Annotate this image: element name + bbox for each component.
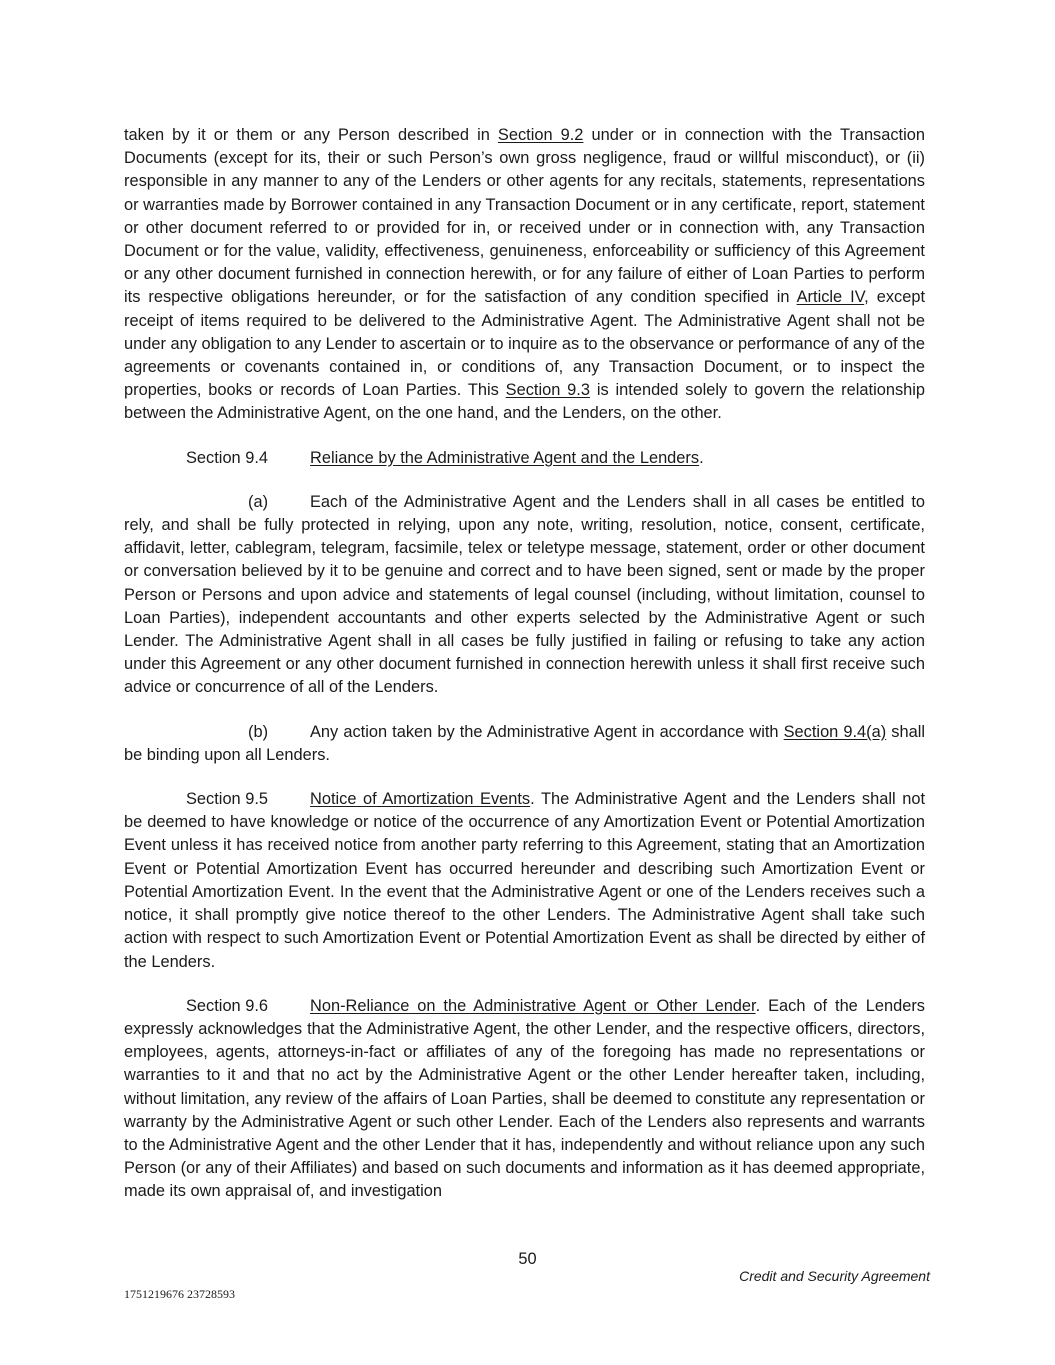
footer-agreement-name: Credit and Security Agreement	[739, 1268, 930, 1284]
section-title: Non-Reliance on the Administrative Agent or Other Lender	[310, 996, 756, 1015]
paragraph-section-9-3-continued	[124, 124, 925, 426]
section-9-4-heading	[124, 447, 925, 470]
section-title: Reliance by the Administrative Agent and the Lenders	[310, 448, 700, 467]
paragraph-text: Each of the Administrative Agent and the Lenders shall in all cases be entitled to rely, and shall be fully protected in relying, upon any note, writing, resolution, notice, consent, certificate, affidavit, letter, cablegram, telegram, facsimile, telex or teletype message, statement, order or other document or conversation believed by it to be genuine and correct and to have been signed, sent or made by the proper Person or Persons and upon advice and statements of legal counsel (including, without limitation, counsel to Loan Parties), independent accountants and other experts selected by the Administrative Agent or such Lender. The Administrative Agent shall in all cases be fully justified in failing or refusing to take any action under this Agreement or any other document furnished in connection herewith unless it shall first receive such advice or concurrence of all of the Lenders.	[124, 492, 925, 697]
paragraph-text: . Each of the Lenders expressly acknowledges that the Administrative Agent, the other Lender, and the respective officers, directors, employees, agents, attorneys-in-fact or affiliates of any of the foregoing has made no representations or warranties to it and that no act by the Administrative Agent or the other Lender hereafter taken, including, without limitation, any review of the affairs of Loan Parties, shall be deemed to constitute any representation or warranty by the Administrative Agent or such other Lender. Each of the Lenders also represents and warrants to the Administrative Agent and the other Lender that it has, independently and without reliance upon any such Person (or any of their Affiliates) and based on such documents and information as it has deemed appropriate, made its own appraisal of, and investigation	[124, 996, 925, 1201]
paragraph-text: is intended solely to govern the relationship between the Administrative Agent, on the one hand, and the Lenders, on the other.	[124, 381, 926, 423]
page-number: 50	[518, 1250, 537, 1268]
page-body	[124, 124, 925, 1204]
section-9-5	[124, 788, 925, 974]
paragraph-text: . The Administrative Agent and the Lenders shall not be deemed to have knowledge or notice of the occurrence of any Amortization Event or Potential Amortization Event unless it has received notice from another party referring to this Agreement, stating that an Amortization Event or Potential Amortization Event has occurred hereunder and describing such Amortization Event or Potential Amortization Event. In the event that the Administrative Agent or one of the Lenders receives such a notice, it shall promptly give notice thereof to the other Lenders. The Administrative Agent shall take such action with respect to such Amortization Event or Potential Amortization Event as shall be directed by either of the Lenders.	[124, 790, 925, 971]
paragraph-text: shall be binding upon all Lenders.	[124, 722, 925, 764]
subsection-label: (b)	[248, 722, 269, 741]
cross-reference-section-9-4-a: Section 9.4(a)	[783, 722, 887, 741]
paragraph-text: taken by it or them or any Person described in	[124, 126, 498, 144]
section-number: Section 9.5	[186, 790, 269, 809]
paragraph-text: , except receipt of items required to be delivered to the Administrative Agent. The Administrative Agent shall not be under any obligation to any Lender to ascertain or to inquire as to the observance or performance of any of the agreements or covenants contained in, or conditions of, any Transaction Document, or to inspect the properties, books or records of Loan Parties. This	[124, 288, 926, 400]
section-number: Section 9.4	[186, 448, 269, 467]
footer-document-id: 1751219676 23728593	[124, 1287, 235, 1301]
section-title-period: .	[699, 448, 704, 467]
cross-reference-section-9-2: Section 9.2	[497, 126, 584, 144]
paragraph-text: under or in connection with the Transaction Documents (except for its, their or such Person’s own gross negligence, fraud or willful misconduct), or (ii) responsible in any manner to any of the Lenders or other agents for any recitals, statements, representations or warranties made by Borrower contained in any Transaction Document or in any certificate, report, statement or other document referred to or provided for in, or received under or in connection with, any Transaction Document or for the value, validity, effectiveness, genuineness, enforceability or sufficiency of this Agreement or any other document furnished in connection herewith, or for any failure of either of Loan Parties to perform its respective obligations hereunder, or for the satisfaction of any condition specified in	[124, 126, 925, 307]
section-title: Notice of Amortization Events	[310, 790, 531, 809]
cross-reference-section-9-3: Section 9.3	[505, 381, 590, 400]
section-9-6	[124, 995, 925, 1204]
paragraph-text: Any action taken by the Administrative Agent in accordance with	[310, 722, 784, 741]
section-9-4-b	[124, 721, 925, 767]
subsection-label: (a)	[248, 492, 269, 511]
section-9-4-a	[124, 491, 925, 700]
cross-reference-article-iv: Article IV	[796, 288, 865, 307]
section-number: Section 9.6	[186, 996, 269, 1015]
